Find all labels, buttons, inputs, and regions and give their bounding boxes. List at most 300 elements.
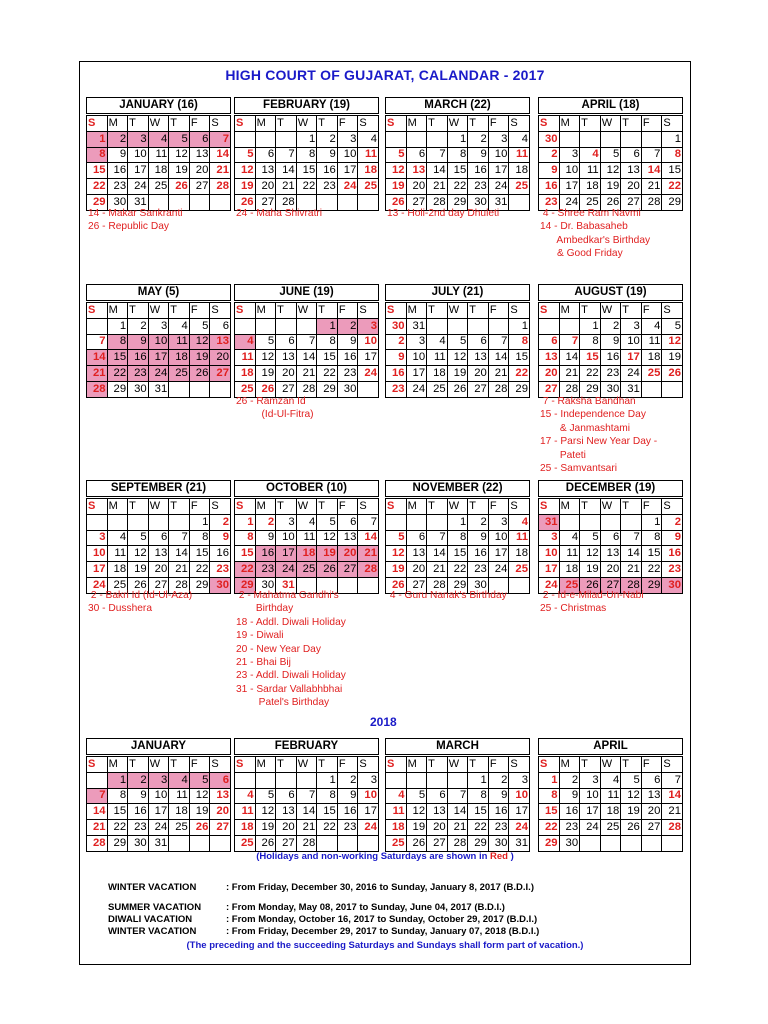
day-cell: 18	[169, 804, 190, 820]
day-cell: 24	[337, 179, 358, 195]
day-cell: 18	[580, 179, 601, 195]
day-cell: 22	[317, 366, 338, 382]
day-cell: 13	[276, 350, 297, 366]
week-row	[539, 350, 683, 366]
day-cell: 10	[539, 546, 560, 562]
day-cell: 25	[107, 577, 128, 593]
day-cell: 13	[468, 350, 489, 366]
day-cell: 11	[169, 788, 190, 804]
holiday-notes	[387, 589, 507, 602]
week-row	[87, 820, 231, 836]
vacation-row	[108, 914, 537, 925]
day-cell	[600, 131, 621, 147]
day-cell: 27	[406, 577, 427, 593]
day-cell: 17	[276, 546, 297, 562]
day-cell: 27	[148, 577, 169, 593]
day-cell: 21	[662, 804, 683, 820]
day-cell: 13	[210, 334, 231, 350]
day-cell: 25	[358, 179, 379, 195]
day-cell: 23	[662, 562, 683, 578]
week-row	[235, 804, 379, 820]
day-cell	[255, 318, 276, 334]
day-cell: 17	[358, 804, 379, 820]
weekday-header: F	[641, 757, 662, 773]
day-cell: 22	[317, 820, 338, 836]
day-cell: 4	[169, 318, 190, 334]
weekday-header: W	[148, 116, 169, 132]
week-row	[539, 334, 683, 350]
day-cell: 3	[488, 131, 509, 147]
month-block	[86, 284, 231, 398]
weekday-header: T	[427, 303, 448, 319]
day-cell	[107, 514, 128, 530]
week-row	[539, 788, 683, 804]
day-cell: 31	[539, 514, 560, 530]
day-cell: 16	[255, 546, 276, 562]
day-cell: 26	[317, 562, 338, 578]
day-cell: 5	[317, 514, 338, 530]
day-cell: 17	[580, 804, 601, 820]
day-cell: 12	[235, 163, 256, 179]
weekday-header: M	[255, 116, 276, 132]
weekday-header: S	[662, 116, 683, 132]
day-cell	[406, 514, 427, 530]
month-grid	[385, 498, 530, 594]
weekday-header: T	[317, 499, 338, 515]
day-cell: 10	[87, 546, 108, 562]
day-cell: 9	[210, 530, 231, 546]
vacation-label: WINTER VACATION	[108, 926, 197, 937]
day-cell: 2	[107, 131, 128, 147]
day-cell: 19	[406, 820, 427, 836]
day-cell: 17	[148, 350, 169, 366]
week-row	[539, 530, 683, 546]
day-cell: 8	[317, 334, 338, 350]
day-cell: 29	[662, 194, 683, 210]
day-cell: 16	[468, 163, 489, 179]
weekday-header: S	[662, 757, 683, 773]
day-cell: 13	[337, 530, 358, 546]
day-cell: 25	[169, 820, 190, 836]
month-grid	[234, 302, 379, 398]
day-cell: 1	[189, 514, 210, 530]
day-cell: 7	[621, 530, 642, 546]
day-cell: 24	[580, 820, 601, 836]
day-cell: 28	[559, 381, 580, 397]
day-cell: 12	[662, 334, 683, 350]
day-cell: 27	[468, 381, 489, 397]
weekday-header: S	[662, 499, 683, 515]
day-cell: 31	[148, 381, 169, 397]
day-cell: 2	[317, 131, 338, 147]
day-cell: 3	[128, 131, 149, 147]
weekday-header: S	[386, 499, 407, 515]
day-cell: 11	[509, 147, 530, 163]
weekday-header: W	[600, 757, 621, 773]
weekday-header: S	[235, 757, 256, 773]
day-cell: 28	[662, 820, 683, 836]
weekday-header: S	[210, 499, 231, 515]
day-cell: 9	[337, 788, 358, 804]
day-cell	[427, 514, 448, 530]
day-cell: 22	[235, 562, 256, 578]
day-cell: 5	[386, 530, 407, 546]
day-cell: 5	[447, 334, 468, 350]
day-cell: 24	[488, 562, 509, 578]
day-cell: 25	[641, 366, 662, 382]
day-cell: 21	[296, 820, 317, 836]
day-cell: 15	[317, 804, 338, 820]
day-cell: 20	[276, 366, 297, 382]
day-cell: 10	[488, 530, 509, 546]
weekday-header: F	[337, 116, 358, 132]
day-cell: 9	[600, 334, 621, 350]
holiday-note: 13 - Holi-2nd day Dhuleti	[387, 208, 500, 219]
weekday-header: M	[406, 303, 427, 319]
week-row	[87, 562, 231, 578]
day-cell	[235, 318, 256, 334]
day-cell: 2	[128, 318, 149, 334]
day-cell: 9	[488, 788, 509, 804]
weekday-header: T	[276, 303, 297, 319]
day-cell: 30	[128, 835, 149, 851]
day-cell: 27	[255, 194, 276, 210]
day-cell: 19	[580, 562, 601, 578]
day-cell: 28	[427, 577, 448, 593]
day-cell: 21	[427, 179, 448, 195]
weekday-header-row	[539, 303, 683, 319]
month-block	[86, 97, 231, 211]
day-cell: 28	[87, 835, 108, 851]
day-cell: 28	[447, 835, 468, 851]
day-cell	[580, 131, 601, 147]
day-cell	[539, 318, 560, 334]
month-block	[234, 97, 379, 211]
month-grid	[385, 756, 530, 852]
day-cell: 27	[210, 366, 231, 382]
day-cell: 4	[559, 530, 580, 546]
month-grid	[538, 498, 683, 594]
weekday-header: F	[189, 116, 210, 132]
day-cell: 14	[447, 804, 468, 820]
weekday-header-row	[87, 303, 231, 319]
day-cell: 8	[447, 147, 468, 163]
day-cell: 18	[148, 163, 169, 179]
week-row	[539, 147, 683, 163]
weekday-header-row	[235, 499, 379, 515]
week-row	[386, 804, 530, 820]
weekday-header: W	[447, 499, 468, 515]
day-cell: 18	[386, 820, 407, 836]
vacation-label: SUMMER VACATION	[108, 902, 202, 913]
day-cell: 27	[189, 179, 210, 195]
day-cell: 9	[255, 530, 276, 546]
day-cell: 12	[600, 163, 621, 179]
day-cell: 4	[235, 788, 256, 804]
day-cell: 10	[148, 334, 169, 350]
day-cell: 3	[87, 530, 108, 546]
day-cell: 27	[539, 381, 560, 397]
day-cell: 28	[296, 381, 317, 397]
day-cell: 25	[296, 562, 317, 578]
day-cell	[358, 194, 379, 210]
day-cell: 6	[621, 147, 642, 163]
day-cell: 15	[235, 546, 256, 562]
weekday-header-row	[386, 499, 530, 515]
day-cell: 17	[406, 366, 427, 382]
month-grid	[234, 756, 379, 852]
day-cell: 29	[580, 381, 601, 397]
day-cell: 1	[509, 318, 530, 334]
weekday-header: S	[358, 757, 379, 773]
day-cell: 7	[87, 788, 108, 804]
day-cell: 6	[276, 334, 297, 350]
day-cell: 6	[276, 788, 297, 804]
day-cell: 30	[488, 835, 509, 851]
weekday-header: M	[406, 499, 427, 515]
day-cell: 7	[358, 514, 379, 530]
day-cell: 20	[189, 163, 210, 179]
day-cell: 21	[641, 179, 662, 195]
day-cell: 26	[662, 366, 683, 382]
weekday-header: M	[107, 116, 128, 132]
day-cell: 14	[296, 350, 317, 366]
holiday-note: 30 - Dusshera	[88, 603, 152, 615]
day-cell: 10	[406, 350, 427, 366]
month-name: APRIL	[538, 738, 683, 755]
day-cell: 24	[128, 179, 149, 195]
day-cell: 23	[210, 562, 231, 578]
day-cell: 22	[107, 366, 128, 382]
day-cell: 23	[386, 381, 407, 397]
month-name: JUNE (19)	[234, 284, 379, 301]
day-cell: 9	[107, 147, 128, 163]
holiday-note: 24 - Maha Shivratri	[236, 208, 323, 219]
day-cell: 14	[662, 788, 683, 804]
day-cell: 17	[509, 804, 530, 820]
weekday-header-row	[235, 757, 379, 773]
day-cell: 8	[189, 530, 210, 546]
day-cell: 4	[148, 131, 169, 147]
day-cell: 26	[386, 194, 407, 210]
weekday-header-row	[87, 757, 231, 773]
day-cell: 19	[189, 804, 210, 820]
weekday-header: T	[128, 499, 149, 515]
day-cell: 3	[488, 514, 509, 530]
day-cell: 16	[662, 546, 683, 562]
day-cell: 26	[128, 577, 149, 593]
month-grid	[538, 756, 683, 852]
day-cell: 17	[128, 163, 149, 179]
vacation-row	[108, 926, 539, 937]
week-row	[87, 318, 231, 334]
day-cell: 11	[641, 334, 662, 350]
day-cell: 3	[509, 772, 530, 788]
day-cell: 26	[447, 381, 468, 397]
day-cell: 30	[107, 194, 128, 210]
day-cell: 30	[210, 577, 231, 593]
day-cell: 22	[447, 179, 468, 195]
weekday-header: T	[128, 116, 149, 132]
weekday-header: T	[580, 757, 601, 773]
week-row	[539, 131, 683, 147]
day-cell: 30	[559, 835, 580, 851]
day-cell: 2	[488, 772, 509, 788]
weekday-header-row	[539, 757, 683, 773]
day-cell: 21	[621, 562, 642, 578]
day-cell: 12	[447, 350, 468, 366]
weekday-header: T	[468, 116, 489, 132]
day-cell: 1	[662, 131, 683, 147]
day-cell: 25	[559, 577, 580, 593]
weekday-header: T	[276, 499, 297, 515]
day-cell: 12	[386, 163, 407, 179]
vacation-row	[108, 882, 534, 893]
day-cell: 12	[189, 334, 210, 350]
week-row	[539, 562, 683, 578]
day-cell	[337, 194, 358, 210]
day-cell	[276, 318, 297, 334]
day-cell: 5	[386, 147, 407, 163]
weekday-header: F	[189, 499, 210, 515]
month-block	[385, 97, 530, 211]
week-row	[235, 179, 379, 195]
day-cell: 30	[468, 577, 489, 593]
day-cell	[128, 514, 149, 530]
year-2018-label: 2018	[370, 715, 397, 729]
day-cell: 15	[189, 546, 210, 562]
holiday-note: 14 - Makar Sankranti	[88, 208, 183, 219]
holiday-note: 15 - Independence Day	[540, 409, 646, 421]
day-cell: 12	[169, 147, 190, 163]
week-row	[539, 318, 683, 334]
holiday-note: 14 - Dr. Babasaheb	[540, 221, 628, 233]
week-row	[386, 147, 530, 163]
day-cell: 10	[128, 147, 149, 163]
weekday-header: F	[488, 303, 509, 319]
month-grid	[538, 115, 683, 211]
day-cell: 14	[427, 163, 448, 179]
week-row	[235, 514, 379, 530]
weekday-header: F	[337, 303, 358, 319]
day-cell: 24	[87, 577, 108, 593]
weekday-header: M	[406, 116, 427, 132]
day-cell: 16	[210, 546, 231, 562]
day-cell: 3	[559, 147, 580, 163]
day-cell: 15	[107, 804, 128, 820]
weekday-header-row	[386, 116, 530, 132]
day-cell: 31	[509, 835, 530, 851]
day-cell: 24	[276, 562, 297, 578]
day-cell: 6	[539, 334, 560, 350]
day-cell: 17	[539, 562, 560, 578]
day-cell: 12	[386, 546, 407, 562]
week-row	[386, 366, 530, 382]
vacation-note: (The preceding and the succeeding Saturdays and Sundays shall form part of vacation.)	[186, 940, 584, 951]
day-cell: 11	[169, 334, 190, 350]
month-name: OCTOBER (10)	[234, 480, 379, 497]
week-row	[539, 163, 683, 179]
week-row	[386, 381, 530, 397]
vacation-label: DIWALI VACATION	[108, 914, 193, 925]
day-cell: 14	[427, 546, 448, 562]
day-cell: 16	[317, 163, 338, 179]
day-cell: 30	[255, 577, 276, 593]
day-cell: 22	[509, 366, 530, 382]
day-cell: 27	[406, 194, 427, 210]
weekday-header: F	[337, 499, 358, 515]
week-row	[386, 530, 530, 546]
day-cell: 5	[255, 334, 276, 350]
day-cell	[358, 835, 379, 851]
day-cell: 31	[128, 194, 149, 210]
weekday-header: S	[386, 116, 407, 132]
day-cell: 7	[87, 334, 108, 350]
day-cell: 24	[358, 820, 379, 836]
day-cell: 18	[427, 366, 448, 382]
day-cell: 8	[107, 334, 128, 350]
weekday-header-row	[235, 303, 379, 319]
holiday-note: 25 - Christmas	[540, 603, 607, 615]
day-cell: 14	[559, 350, 580, 366]
day-cell: 20	[406, 562, 427, 578]
weekday-header: M	[107, 499, 128, 515]
day-cell: 29	[189, 577, 210, 593]
weekday-header-row	[87, 499, 231, 515]
day-cell: 23	[539, 194, 560, 210]
day-cell: 29	[468, 835, 489, 851]
day-cell: 4	[169, 772, 190, 788]
day-cell: 13	[406, 163, 427, 179]
weekday-header: F	[488, 757, 509, 773]
day-cell: 21	[559, 366, 580, 382]
legend-text-after: )	[507, 851, 514, 862]
day-cell: 4	[580, 147, 601, 163]
weekday-header-row	[539, 116, 683, 132]
day-cell: 16	[600, 350, 621, 366]
day-cell: 23	[255, 562, 276, 578]
day-cell: 23	[468, 179, 489, 195]
day-cell: 7	[559, 334, 580, 350]
day-cell: 6	[255, 147, 276, 163]
day-cell	[406, 131, 427, 147]
day-cell: 2	[210, 514, 231, 530]
week-row	[87, 350, 231, 366]
day-cell: 13	[406, 546, 427, 562]
day-cell: 20	[600, 562, 621, 578]
month-block	[538, 738, 683, 852]
day-cell: 5	[128, 530, 149, 546]
weekday-header: S	[235, 303, 256, 319]
month-name: DECEMBER (19)	[538, 480, 683, 497]
day-cell	[468, 318, 489, 334]
week-row	[539, 772, 683, 788]
day-cell: 21	[488, 366, 509, 382]
day-cell: 13	[539, 350, 560, 366]
day-cell	[169, 514, 190, 530]
holiday-notes	[88, 207, 183, 234]
weekday-header: M	[255, 757, 276, 773]
day-cell: 25	[509, 562, 530, 578]
week-row	[539, 514, 683, 530]
week-row	[539, 820, 683, 836]
day-cell: 23	[317, 179, 338, 195]
day-cell: 13	[621, 163, 642, 179]
day-cell: 6	[468, 334, 489, 350]
day-cell: 3	[621, 318, 642, 334]
day-cell: 2	[128, 772, 149, 788]
day-cell	[600, 514, 621, 530]
